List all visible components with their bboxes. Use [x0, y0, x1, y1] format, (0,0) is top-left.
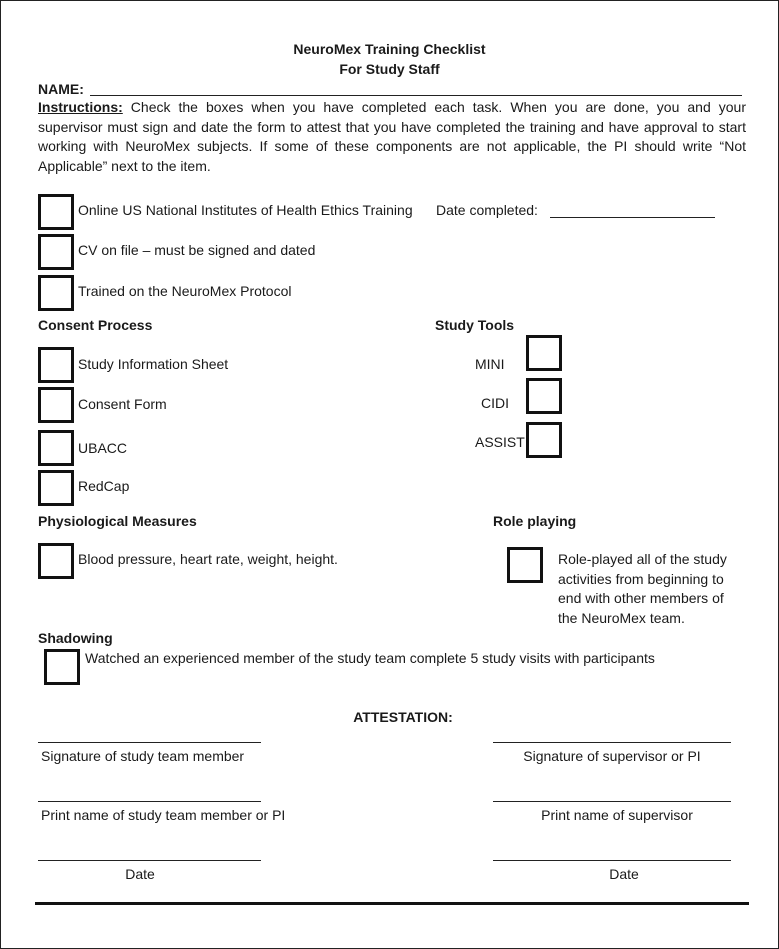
cv-on-file-label: CV on file – must be signed and dated [78, 242, 316, 258]
role-playing-label: Role-played all of the study activities from beginning to end with other members of the NeuroMex team. [558, 551, 727, 626]
bottom-rule [35, 902, 749, 905]
form-subtitle: For Study Staff [339, 61, 440, 77]
date-completed-label: Date completed: [436, 202, 538, 218]
instructions-text: Check the boxes when you have completed each task. When you are done, you and your supervisor must sign and date the form to attest that you have completed the training and have approval to start working with NeuroMex subjects. If some of these components are not applicable, the PI should write “Not Applicable” next to the item. [38, 99, 746, 174]
date-supervisor-label: Date [609, 866, 639, 882]
study-tools-heading: Study Tools [435, 317, 515, 333]
checkbox-cidi[interactable] [526, 378, 562, 414]
form-title: NeuroMex Training Checklist [293, 41, 486, 57]
checkbox-mini[interactable] [526, 335, 562, 371]
date-completed-line[interactable] [550, 217, 715, 218]
print-name-team-member-label: Print name of study team member or PI [41, 807, 286, 823]
checkbox-role-playing[interactable] [507, 547, 543, 583]
protocol-training-label: Trained on the NeuroMex Protocol [78, 283, 292, 299]
shadowing-heading: Shadowing [38, 630, 113, 646]
role-playing-heading: Role playing [493, 513, 577, 529]
signature-team-member-label: Signature of study team member [41, 748, 245, 764]
print-name-supervisor-line[interactable] [493, 801, 731, 802]
physiological-measures-heading: Physiological Measures [38, 513, 197, 529]
checkbox-consent-form[interactable] [38, 387, 74, 423]
signature-team-member-line[interactable] [38, 742, 261, 743]
signature-supervisor-line[interactable] [493, 742, 731, 743]
cidi-label: CIDI [481, 395, 509, 411]
checkbox-protocol-training[interactable] [38, 275, 74, 311]
checkbox-physiological-measures[interactable] [38, 543, 74, 579]
checkbox-redcap[interactable] [38, 470, 74, 506]
physiological-measures-label: Blood pressure, heart rate, weight, height. [78, 551, 338, 567]
checkbox-assist[interactable] [526, 422, 562, 458]
checkbox-shadowing[interactable] [44, 649, 80, 685]
shadowing-label: Watched an experienced member of the study team complete 5 study visits with participants [85, 650, 655, 666]
checkbox-cv-on-file[interactable] [38, 234, 74, 270]
redcap-label: RedCap [78, 478, 130, 494]
date-team-member-line[interactable] [38, 860, 261, 861]
checkbox-ethics-training[interactable] [38, 194, 74, 230]
name-label: NAME: [38, 81, 84, 97]
checkbox-ubacc[interactable] [38, 430, 74, 466]
date-supervisor-line[interactable] [493, 860, 731, 861]
attestation-heading: ATTESTATION: [353, 709, 453, 725]
signature-supervisor-label: Signature of supervisor or PI [523, 748, 701, 764]
print-name-team-member-line[interactable] [38, 801, 261, 802]
consent-form-label: Consent Form [78, 396, 167, 412]
mini-label: MINI [475, 356, 505, 372]
assist-label: ASSIST [475, 434, 525, 450]
print-name-supervisor-label: Print name of supervisor [541, 807, 693, 823]
consent-process-heading: Consent Process [38, 317, 153, 333]
checkbox-study-information-sheet[interactable] [38, 347, 74, 383]
name-input-line[interactable] [90, 95, 742, 96]
instructions [38, 98, 746, 176]
ethics-training-label: Online US National Institutes of Health Ethics Training [78, 202, 413, 218]
date-team-member-label: Date [125, 866, 155, 882]
ubacc-label: UBACC [78, 440, 128, 456]
study-information-sheet-label: Study Information Sheet [78, 356, 229, 372]
instructions-heading: Instructions: [38, 99, 123, 115]
